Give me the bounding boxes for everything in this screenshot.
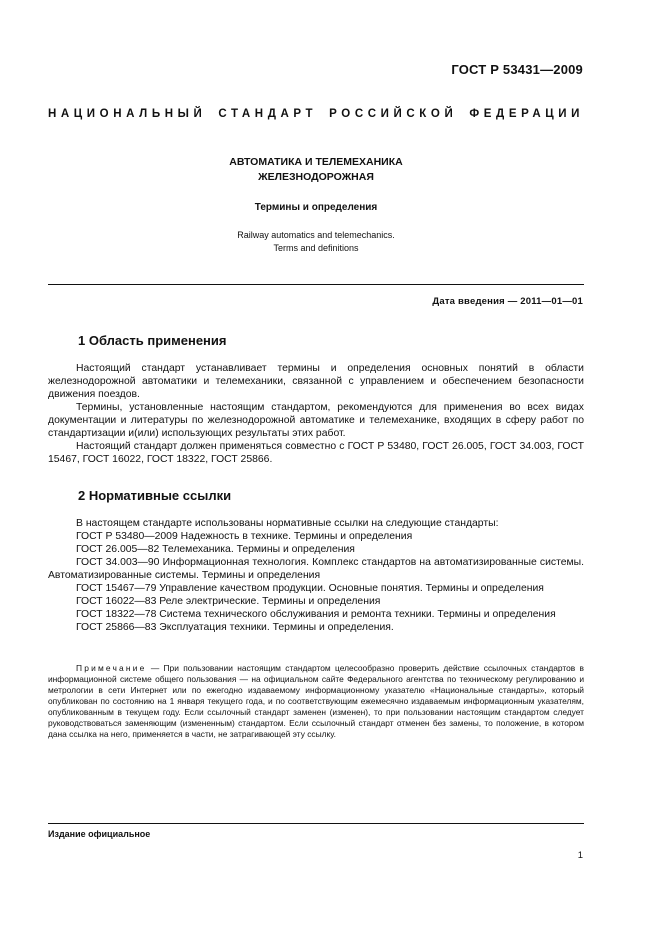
reference-item: ГОСТ 34.003—90 Информационная технология. Комплекс стандартов на автоматизированные системы. Автоматизированные системы. Термины и определения: [48, 557, 584, 581]
header-divider: [48, 284, 584, 285]
section-2-body: [48, 517, 584, 634]
note-text: — При пользовании настоящим стандартом целесообразно проверить действие ссылочных стандартов в информационной системе общего пользования — на официальном сайте Федерального агентства по техническому регулированию и метрологии в сети Интернет или по ежегодно издаваемому информационному указателю «Национальные стандарты», который опубликован по состоянию на 1 января текущего года, и по соответствующим ежемесячно издаваемым информационным указателям, опубликованным в текущем году. Если ссылочный стандарт заменен (изменен), то при пользовании настоящим стандартом следует руководствоваться заменяющим (измененным) стандартом. Если ссылочный стандарт отменен без замены, то положение, в котором дана ссылка на него, применяется в части, не затрагивающей эту ссылку.: [48, 663, 585, 739]
section-1-paragraph: Настоящий стандарт должен применяться совместно с ГОСТ Р 53480, ГОСТ 26.005, ГОСТ 34.003, ГОСТ 15467, ГОСТ 16022, ГОСТ 18322, ГОСТ 25866.: [48, 441, 584, 465]
document-subtitle: Термины и определения: [254, 202, 378, 213]
footer-divider: [48, 823, 584, 824]
official-edition-label: Издание официальное: [48, 829, 151, 839]
section-1-paragraph: Термины, установленные настоящим стандартом, рекомендуются для применения во всех видах документации и литературы по железнодорожной автоматике и телемеханике, входящих в сферу работ по стандартизации и(или) использующих результаты этих работ.: [48, 402, 584, 439]
title-line-1: АВТОМАТИКА И ТЕЛЕМЕХАНИКА: [229, 156, 403, 168]
reference-item: ГОСТ Р 53480—2009 Надежность в технике. Термины и определения: [76, 531, 413, 542]
reference-item: ГОСТ 25866—83 Эксплуатация техники. Термины и определения.: [76, 622, 394, 633]
english-title-line-1: Railway automatics and telemechanics.: [237, 230, 395, 240]
note-label: Примечание: [76, 663, 147, 673]
title-line-2: ЖЕЛЕЗНОДОРОЖНАЯ: [258, 171, 374, 183]
reference-item: ГОСТ 18322—78 Система технического обслуживания и ремонта техники. Термины и определения: [76, 609, 556, 620]
section-1-title: 1 Область применения: [78, 333, 227, 348]
reference-item: ГОСТ 16022—83 Реле электрические. Термины и определения: [76, 596, 381, 607]
english-title-line-2: Terms and definitions: [273, 243, 359, 253]
introduction-date: Дата введения — 2011—01—01: [432, 296, 583, 307]
document-title: [48, 155, 584, 185]
standard-header: НАЦИОНАЛЬНЫЙ СТАНДАРТ РОССИЙСКОЙ ФЕДЕРАЦИИ: [48, 108, 584, 120]
section-1-paragraph: Настоящий стандарт устанавливает термины и определения основных понятий в области железнодорожной автоматики и телемеханики, связанной с управлением и обеспечением безопасности движения поездов.: [48, 363, 584, 400]
note: [48, 663, 584, 740]
section-2-title: 2 Нормативные ссылки: [78, 488, 232, 503]
document-code: ГОСТ Р 53431—2009: [451, 62, 583, 77]
english-title: [48, 229, 584, 255]
section-2-intro: В настоящем стандарте использованы нормативные ссылки на следующие стандарты:: [76, 518, 499, 529]
section-1-body: [48, 362, 584, 466]
page-number: 1: [577, 850, 583, 861]
reference-item: ГОСТ 15467—79 Управление качеством продукции. Основные понятия. Термины и определения: [76, 583, 544, 594]
reference-item: ГОСТ 26.005—82 Телемеханика. Термины и определения: [76, 544, 355, 555]
